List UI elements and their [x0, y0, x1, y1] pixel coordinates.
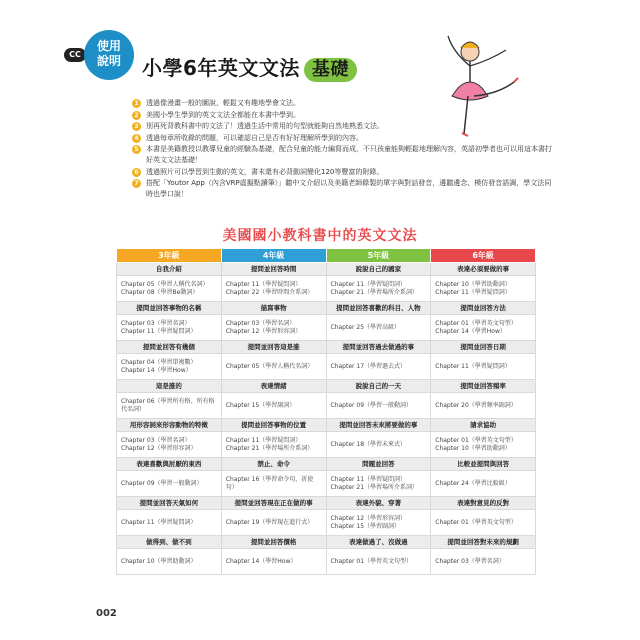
chapter-cell [117, 276, 222, 302]
topic-cell: 禁止、命令 [221, 458, 326, 471]
bullet-number-icon: 1 [132, 99, 141, 108]
chapter-ref: Chapter 04（學習單複數） [121, 358, 197, 366]
chapter-row [117, 510, 536, 536]
chapter-cell [431, 354, 536, 380]
chapter-ref: Chapter 14（學習How） [121, 366, 192, 374]
chapter-ref: Chapter 12（學習形容詞） [330, 514, 407, 522]
chapter-cell [431, 276, 536, 302]
topic-cell: 表達必須要做的事 [431, 263, 536, 276]
chapter-row [117, 549, 536, 575]
topic-row [117, 341, 536, 354]
chapter-ref: Chapter 10（學習助動詞） [435, 280, 511, 288]
intro-item [132, 110, 552, 121]
chapter-ref: Chapter 15（學習副詞） [330, 522, 401, 530]
topic-row [117, 380, 536, 393]
topic-row [117, 458, 536, 471]
chapter-ref: Chapter 24（學習比較級） [435, 479, 511, 487]
topic-row [117, 419, 536, 432]
topic-cell: 這是誰的 [117, 380, 222, 393]
chapter-ref: Chapter 11（學習疑問詞） [225, 280, 302, 288]
chapter-cell [221, 276, 326, 302]
chapter-cell [221, 510, 326, 536]
table-title: 美國國小教科書中的英文文法 [222, 228, 418, 244]
chapter-ref: Chapter 01（學習英文句型） [435, 319, 517, 327]
topic-cell: 表達做過了、沒做過 [326, 536, 431, 549]
chapter-cell [431, 549, 536, 575]
chapter-ref: Chapter 14（學習How） [225, 557, 297, 565]
intro-text: 透過照片可以學習到生動的英文，書末還有必背動詞變化120等豐富的附錄。 [146, 167, 384, 176]
intro-item [132, 167, 552, 178]
bullet-number-icon: 3 [132, 122, 141, 131]
topic-cell: 提問並回答事物的位置 [221, 419, 326, 432]
column-header-grade5: 5年級 [326, 249, 431, 263]
chapter-ref: Chapter 22（學習時間介系詞） [225, 288, 314, 296]
chapter-ref: Chapter 01（學習英文句型） [330, 557, 413, 565]
title-tag: 基礎 [304, 58, 357, 82]
chapter-ref: Chapter 01（學習英文句型） [435, 518, 517, 526]
topic-cell: 提問並回答這是誰 [221, 341, 326, 354]
topic-cell: 提問並回答頻率 [431, 380, 536, 393]
chapter-cell [431, 432, 536, 458]
page-number: 002 [96, 608, 117, 619]
topic-row [117, 302, 536, 315]
chapter-cell [117, 549, 222, 575]
page-title-text: 小學6年英文文法 [142, 56, 300, 80]
topic-cell: 提問並回答日期 [431, 341, 536, 354]
chapter-ref: Chapter 14（學習How） [435, 327, 506, 335]
chapter-cell [117, 354, 222, 380]
chapter-cell [431, 510, 536, 536]
topic-cell: 提問並回答方法 [431, 302, 536, 315]
chapter-cell [117, 510, 222, 536]
chapter-cell [117, 432, 222, 458]
topic-cell: 提問並回答對未來的規劃 [431, 536, 536, 549]
table-body [117, 263, 536, 575]
topic-cell: 表達外貌、穿著 [326, 497, 431, 510]
chapter-ref: Chapter 11（學習疑問詞） [121, 518, 197, 526]
chapter-ref: Chapter 11（學習疑問詞） [330, 280, 407, 288]
chapter-ref: Chapter 03（學習名詞） [121, 319, 191, 327]
chapter-cell [326, 393, 431, 419]
chapter-cell [326, 354, 431, 380]
topic-cell: 提問並回答喜歡的科目、人物 [326, 302, 431, 315]
topic-cell: 表達情緒 [221, 380, 326, 393]
topic-row [117, 263, 536, 276]
topic-cell: 問題並回答 [326, 458, 431, 471]
chapter-cell [431, 393, 536, 419]
chapter-cell [326, 432, 431, 458]
topic-row [117, 536, 536, 549]
chapter-cell [221, 432, 326, 458]
intro-item [132, 144, 552, 166]
topic-cell: 表達喜歡與討厭的東西 [117, 458, 222, 471]
chapter-ref: Chapter 10（學習助動詞） [435, 444, 511, 452]
chapter-cell [117, 471, 222, 497]
intro-text: 透過每章所收錄的問題，可以確認自己是否有好好理解所學到的內容。 [146, 133, 363, 142]
chapter-ref: Chapter 11（學習疑問詞） [330, 475, 407, 483]
topic-cell: 描寫事物 [221, 302, 326, 315]
chapter-ref: Chapter 21（學習場所介系詞） [330, 483, 419, 491]
intro-item [132, 133, 552, 144]
topic-cell: 提問並回答現在正在做的事 [221, 497, 326, 510]
chapter-row [117, 315, 536, 341]
intro-item [132, 178, 552, 200]
chapter-ref: Chapter 09（學習一般動詞） [121, 479, 203, 487]
topic-cell: 用形容詞來形容動物的特徵 [117, 419, 222, 432]
grammar-table [116, 248, 536, 575]
page-title [142, 52, 357, 82]
chapter-ref: Chapter 25（學習高級） [330, 323, 401, 331]
chapter-row [117, 432, 536, 458]
chapter-ref: Chapter 16（學習命令句、祈使句） [225, 475, 314, 491]
chapter-row [117, 276, 536, 302]
chapter-ref: Chapter 11（學習疑問詞） [225, 436, 302, 444]
topic-cell: 表達對意見的反對 [431, 497, 536, 510]
chapter-ref: Chapter 17（學習過去式） [330, 362, 407, 370]
topic-row [117, 497, 536, 510]
topic-cell: 提問並回答時間 [221, 263, 326, 276]
chapter-ref: Chapter 15（學習副詞） [225, 401, 296, 409]
topic-cell: 自我介紹 [117, 263, 222, 276]
chapter-ref: Chapter 01（學習英文句型） [435, 436, 517, 444]
chapter-cell [326, 471, 431, 497]
chapter-cell [431, 471, 536, 497]
chapter-ref: Chapter 03（學習名詞） [121, 436, 191, 444]
chapter-row [117, 354, 536, 380]
chapter-cell [117, 393, 222, 419]
topic-cell: 提問並回答天氣如何 [117, 497, 222, 510]
chapter-ref: Chapter 21（學習場所介系詞） [225, 444, 314, 452]
column-header-grade6: 6年級 [431, 249, 536, 263]
chapter-cell [326, 276, 431, 302]
topic-cell: 提問並回答事物的名稱 [117, 302, 222, 315]
chapter-ref: Chapter 10（學習助動詞） [121, 557, 197, 565]
intro-text: 本書是美籍教授以教導兒童的經驗為基礎，配合兒童的能力編寫而成，不只孩童能夠輕鬆地理解內容，英語初學者也可以用這本書打好英文文法基礎！ [146, 145, 552, 164]
chapter-cell [326, 315, 431, 341]
chapter-ref: Chapter 19（學習現在進行式） [225, 518, 314, 526]
chapter-cell [221, 354, 326, 380]
chapter-cell [117, 315, 222, 341]
chapter-ref: Chapter 11（學習疑問詞） [435, 288, 511, 296]
topic-cell: 比較並提問與回答 [431, 458, 536, 471]
topic-cell: 提問並回答未來將要做的事 [326, 419, 431, 432]
topic-cell: 提問並回答有幾個 [117, 341, 222, 354]
chapter-cell [431, 315, 536, 341]
intro-text: 別再死背教科書中的文法了！透過生活中常用的句型就能夠自然地熟悉文法。 [146, 122, 384, 130]
topic-cell: 做得到、做不到 [117, 536, 222, 549]
topic-cell: 提問並回答價格 [221, 536, 326, 549]
chapter-cell [221, 549, 326, 575]
chapter-ref: Chapter 12（學習形容詞） [225, 327, 302, 335]
cc-icon: CC [64, 48, 86, 62]
chapter-ref: Chapter 05（學習人稱代名詞） [121, 280, 209, 288]
topic-cell: 請求協助 [431, 419, 536, 432]
column-header-grade3: 3年級 [117, 249, 222, 263]
chapter-cell [326, 510, 431, 536]
chapter-ref: Chapter 03（學習名詞） [435, 557, 505, 565]
chapter-ref: Chapter 21（學習場所介系詞） [330, 288, 419, 296]
chapter-ref: Chapter 18（學習未來式） [330, 440, 407, 448]
chapter-ref: Chapter 11（學習疑問詞） [435, 362, 511, 370]
chapter-cell [326, 549, 431, 575]
topic-cell: 說說自己的一天 [326, 380, 431, 393]
chapter-row [117, 471, 536, 497]
topic-cell: 說說自己的國家 [326, 263, 431, 276]
intro-text: 透過像漫畫一般的圖說，輕鬆又有趣地學會文法。 [146, 99, 300, 107]
usage-badge [84, 30, 134, 80]
chapter-ref: Chapter 06（學習所有格、所有格代名詞） [121, 397, 215, 413]
chapter-ref: Chapter 20（學習頻率副詞） [435, 401, 517, 409]
chapter-row [117, 393, 536, 419]
topic-cell: 提問並回答過去做過的事 [326, 341, 431, 354]
column-header-grade4: 4年級 [221, 249, 326, 263]
usage-badge-line1: 使用 [96, 39, 121, 53]
bullet-number-icon: 7 [132, 179, 141, 188]
bullet-number-icon: 5 [132, 145, 141, 154]
chapter-ref: Chapter 03（學習名詞） [225, 319, 296, 327]
intro-text: 搭配「Youtor App（內含VRP虛擬點讀筆）」聽中文介紹以及美籍老師錄製的單字與對話發音，邊聽邊念、模仿發音語調，學文法同時也學口說！ [146, 179, 552, 198]
table-header-row [117, 249, 536, 263]
chapter-cell [221, 471, 326, 497]
bullet-number-icon: 2 [132, 111, 141, 120]
bullet-number-icon: 6 [132, 168, 141, 177]
chapter-ref: Chapter 12（學習形容詞） [121, 444, 197, 452]
intro-item [132, 121, 552, 132]
chapter-ref: Chapter 11（學習疑問詞） [121, 327, 197, 335]
chapter-ref: Chapter 09（學習一般動詞） [330, 401, 413, 409]
chapter-cell [221, 315, 326, 341]
chapter-ref: Chapter 05（學習人稱代名詞） [225, 362, 314, 370]
intro-item [132, 98, 552, 109]
intro-text: 美國小學生學到的英文文法全都能在本書中學到。 [146, 110, 300, 119]
chapter-ref: Chapter 08（學習Be動詞） [121, 288, 199, 296]
chapter-cell [221, 393, 326, 419]
intro-list [132, 98, 552, 201]
bullet-number-icon: 4 [132, 134, 141, 143]
usage-badge-line2: 說明 [96, 54, 121, 68]
